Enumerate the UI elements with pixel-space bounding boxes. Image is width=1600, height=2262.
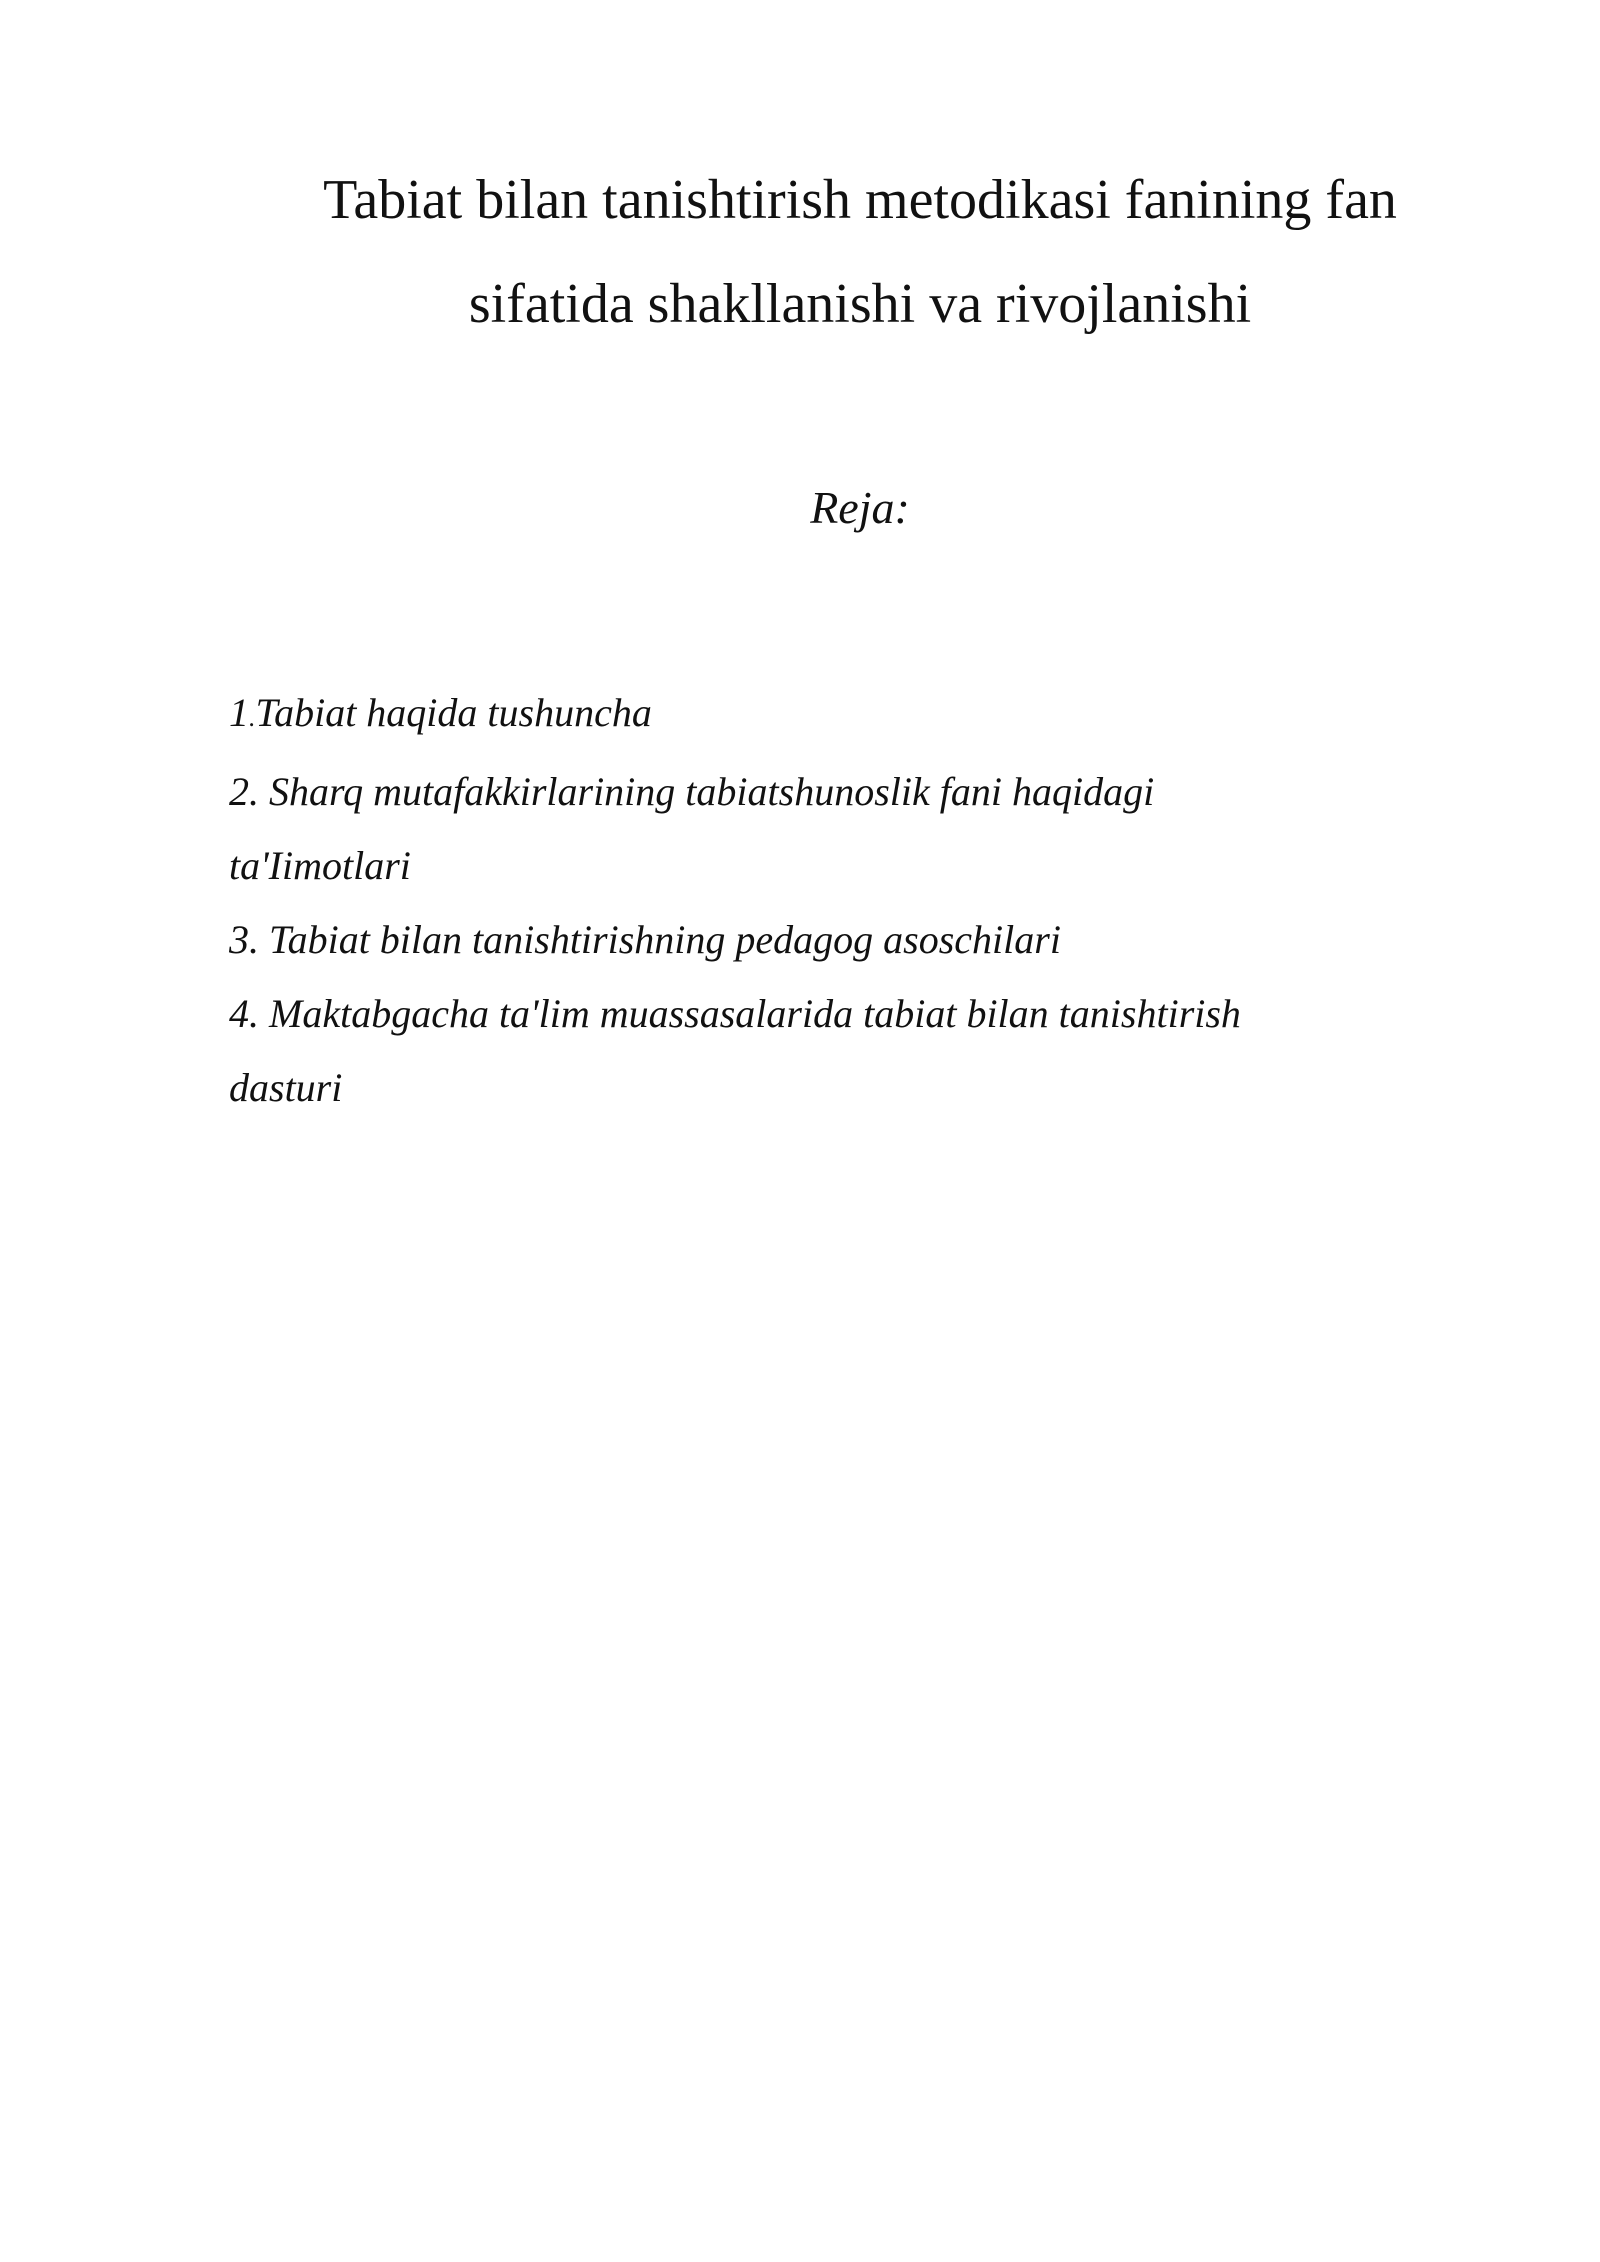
- title-line-2: sifatida shakllanishi va rivojlanishi: [468, 273, 1252, 335]
- plan-item-3-line-1: 3. Tabiat bilan tanishtirishning pedagog asoschilari: [229, 917, 1061, 962]
- plan-item-1-dot: .: [249, 703, 256, 732]
- plan-heading: Reja:: [810, 482, 910, 533]
- plan-item-1: [229, 676, 1409, 755]
- plan-item-3: [229, 903, 1409, 977]
- plan-item-4-line-1: 4. Maktabgacha ta'lim muassasalarida tabiat bilan tanishtirish: [229, 991, 1241, 1036]
- plan-item-1-line-1: [229, 676, 1409, 755]
- title-line-1: Tabiat bilan tanishtirish metodikasi fanining fan: [323, 169, 1397, 231]
- plan-item-4-line-2: dasturi: [229, 1065, 343, 1110]
- plan-item-2-line-1: 2. Sharq mutafakkirlarining tabiatshunoslik fani haqidagi: [229, 769, 1155, 814]
- plan-item-1-number: 1: [229, 690, 249, 735]
- plan-item-2-line-2: ta'Iimotlari: [229, 843, 411, 888]
- plan-item-1-text: Tabiat haqida tushuncha: [255, 690, 652, 735]
- plan-item-2: [229, 755, 1409, 903]
- document-title: [260, 148, 1460, 356]
- plan-item-4: [229, 977, 1409, 1125]
- plan-list: [229, 676, 1409, 1125]
